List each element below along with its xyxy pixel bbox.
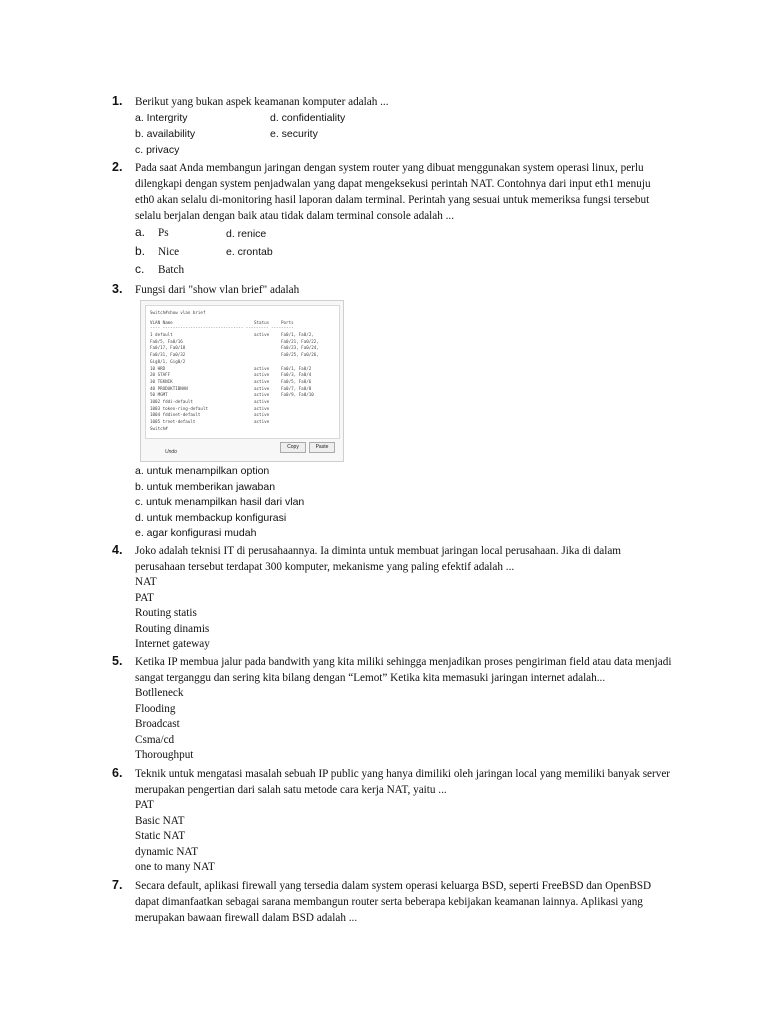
status-cell: active (254, 365, 270, 371)
option: dynamic NAT (135, 846, 199, 858)
ports-cell: Fa0/1, Fa0/2, (281, 332, 314, 337)
ports-cell: Fa0/9, Fa0/10 (281, 392, 314, 398)
status-cell: active (254, 392, 270, 398)
option: Routing dinamis (135, 623, 210, 635)
option: NAT (135, 576, 157, 588)
option: Thoroughput (135, 749, 194, 761)
paste-button[interactable]: Paste (309, 442, 335, 453)
vlan-cell: 1 default (150, 332, 173, 337)
status-cell: active (254, 412, 270, 418)
vlan-cell: Switch# (150, 425, 168, 431)
header-divider: ---- -------------------------------- --------- --------- (150, 325, 294, 330)
option-b: b. availability (135, 128, 196, 140)
status-cell: active (254, 372, 270, 378)
question-text-line: Ketika IP membua jalur pada bandwith yang kita miliki sehingga menjadikan proses pengiriman field atau data menjadi (135, 656, 672, 668)
vlan-cell: 20 STAFF (150, 372, 171, 378)
terminal-command: Switch#show vlan brief (150, 310, 206, 315)
question-number: 6. (112, 766, 123, 780)
screenshot-caption: Undo (165, 449, 177, 455)
option: PAT (135, 592, 154, 604)
header-vlan-name: VLAN Name (150, 320, 173, 325)
question-number: 2. (112, 160, 123, 174)
question-text-line: selalu berjalan dengan baik atau tidak dalam terminal console adalah ... (135, 210, 455, 222)
option-a: Ps (158, 227, 169, 239)
terminal-row (150, 359, 185, 364)
status-cell: active (254, 332, 270, 337)
terminal-row (150, 392, 314, 398)
option-b-letter: b. (135, 244, 146, 258)
option: PAT (135, 799, 154, 811)
terminal-row (150, 405, 270, 411)
option-c: Batch (158, 264, 185, 276)
option-b: b. untuk memberikan jawaban (135, 481, 276, 493)
question-number: 3. (112, 282, 123, 296)
header-status: Status (254, 320, 270, 325)
option: one to many NAT (135, 861, 215, 873)
terminal-row (150, 412, 270, 418)
option-e: e. crontab (226, 246, 273, 258)
option: Internet gateway (135, 638, 210, 650)
terminal-row (150, 365, 312, 371)
terminal-row (150, 352, 319, 358)
question-number: 4. (112, 543, 123, 557)
question-text-line: sangat terganggu dan sering kita bilang dengan “Lemot” Ketika kita memasuki jaringan internet adalah... (135, 672, 606, 684)
terminal-output (145, 305, 340, 439)
vlan-cell: 10 HRD (150, 365, 166, 371)
vlan-cell: 40 PRODUKTIBNAN (150, 385, 188, 391)
option-a: a. Intergrity (135, 112, 188, 124)
ports-cell: Fa0/21, Fa0/22, (281, 338, 319, 344)
option: Static NAT (135, 830, 186, 842)
option-a-letter: a. (135, 225, 146, 239)
option: Broadcast (135, 718, 180, 730)
option: Flooding (135, 703, 176, 715)
terminal-row (150, 372, 312, 378)
option-d: d. untuk membackup konfigurasi (135, 512, 287, 524)
vlan-cell: 1004 fddinet-default (150, 412, 201, 418)
vlan-cell: 30 TEKNIK (150, 378, 173, 384)
status-cell: active (254, 385, 270, 391)
option-c-letter: c. (135, 262, 145, 276)
terminal-row (150, 385, 312, 391)
question-text-line: Pada saat Anda membangun jaringan dengan system router yang dibuat menggunakan system operasi linux, perlu (135, 162, 644, 174)
header-ports: Ports (281, 320, 294, 325)
vlan-cell: Fa0/31, Fa0/32 (150, 352, 186, 358)
status-cell: active (254, 419, 270, 425)
status-cell: active (254, 399, 270, 404)
option: Routing statis (135, 607, 197, 619)
ports-cell: Fa0/7, Fa0/8 (281, 385, 312, 391)
option-e: e. security (270, 128, 318, 140)
option-d: d. confidentiality (270, 112, 346, 124)
ports-cell: Fa0/5, Fa0/6 (281, 378, 312, 384)
question-text-line: perusahaan tersebut terdapat 300 komputer, mekanisme yang paling efektif adalah ... (135, 561, 515, 573)
ports-cell: Fa0/23, Fa0/24, (281, 345, 319, 351)
question-text-line: eth0 akan selalu di-monitoring hasil laporan dalam terminal. Perintah yang sesuai untuk memeriksa fungsi tersebut (135, 194, 650, 206)
status-cell: active (254, 378, 270, 384)
vlan-cell: 1005 trnet-default (150, 419, 196, 425)
question-text-line: Teknik untuk mengatasi masalah sebuah IP public yang hanya dimiliki oleh jaringan local yang memiliki banyak server (135, 768, 671, 780)
vlan-cell: Fa0/17, Fa0/18 (150, 345, 186, 351)
terminal-row (150, 345, 319, 351)
ports-cell: Fa0/25, Fa0/26, (281, 352, 319, 358)
option: Botlleneck (135, 687, 184, 699)
terminal-screenshot (140, 300, 344, 462)
terminal-row (150, 332, 314, 337)
vlan-cell: Gig0/1, Gig0/2 (150, 358, 186, 364)
question-text-line: Joko adalah teknisi IT di perusahaannya. Ia diminta untuk membuat jaringan local perusahaan. Jika di dalam (135, 545, 621, 557)
terminal-row (150, 419, 270, 425)
question-text-line: merupakan bawaan firewall dalam BSD adalah ... (135, 912, 358, 924)
terminal-row (150, 426, 168, 431)
option-d: d. renice (226, 228, 267, 240)
copy-button[interactable]: Copy (280, 442, 306, 453)
vlan-cell: 1003 token-ring-default (150, 405, 208, 411)
vlan-cell: 50 MGMT (150, 392, 168, 398)
option-b: Nice (158, 246, 180, 258)
option: Basic NAT (135, 815, 185, 827)
vlan-cell: Fa0/5, Fa0/16 (150, 338, 183, 344)
terminal-row (150, 378, 312, 384)
option-c: c. privacy (135, 144, 180, 156)
ports-cell: Fa0/1, Fa0/2 (281, 365, 312, 371)
terminal-row (150, 399, 270, 404)
option-c: c. untuk menampilkan hasil dari vlan (135, 496, 305, 508)
question-text: Berikut yang bukan aspek keamanan komputer adalah ... (135, 96, 389, 108)
question-number: 7. (112, 878, 123, 892)
question-text-line: merupakan pengertian dari salah satu metode cara kerja NAT, yaitu ... (135, 784, 447, 796)
question-number: 5. (112, 654, 123, 668)
question-text: Fungsi dari "show vlan brief" adalah (135, 284, 300, 296)
status-cell: active (254, 405, 270, 411)
option-e: e. agar konfigurasi mudah (135, 527, 257, 539)
option: Csma/cd (135, 734, 175, 746)
question-text-line: Secara default, aplikasi firewall yang tersedia dalam system operasi keluarga BSD, seperti FreeBSD dan OpenBSD (135, 880, 652, 892)
terminal-row (150, 338, 319, 344)
option-a: a. untuk menampilkan option (135, 465, 270, 477)
ports-cell: Fa0/3, Fa0/4 (281, 372, 312, 378)
question-text-line: dapat dimanfaatkan sebagai sarana membangun router serta beberapa kebijakan keamanan lainnya. Aplikasi yang (135, 896, 643, 908)
question-text-line: dilengkapi dengan system penjadwalan yang dapat mengeksekusi perintah NAT. Contohnya dari input eth1 menuju (135, 178, 651, 190)
question-number: 1. (112, 94, 123, 108)
vlan-cell: 1002 fddi-default (150, 399, 193, 404)
